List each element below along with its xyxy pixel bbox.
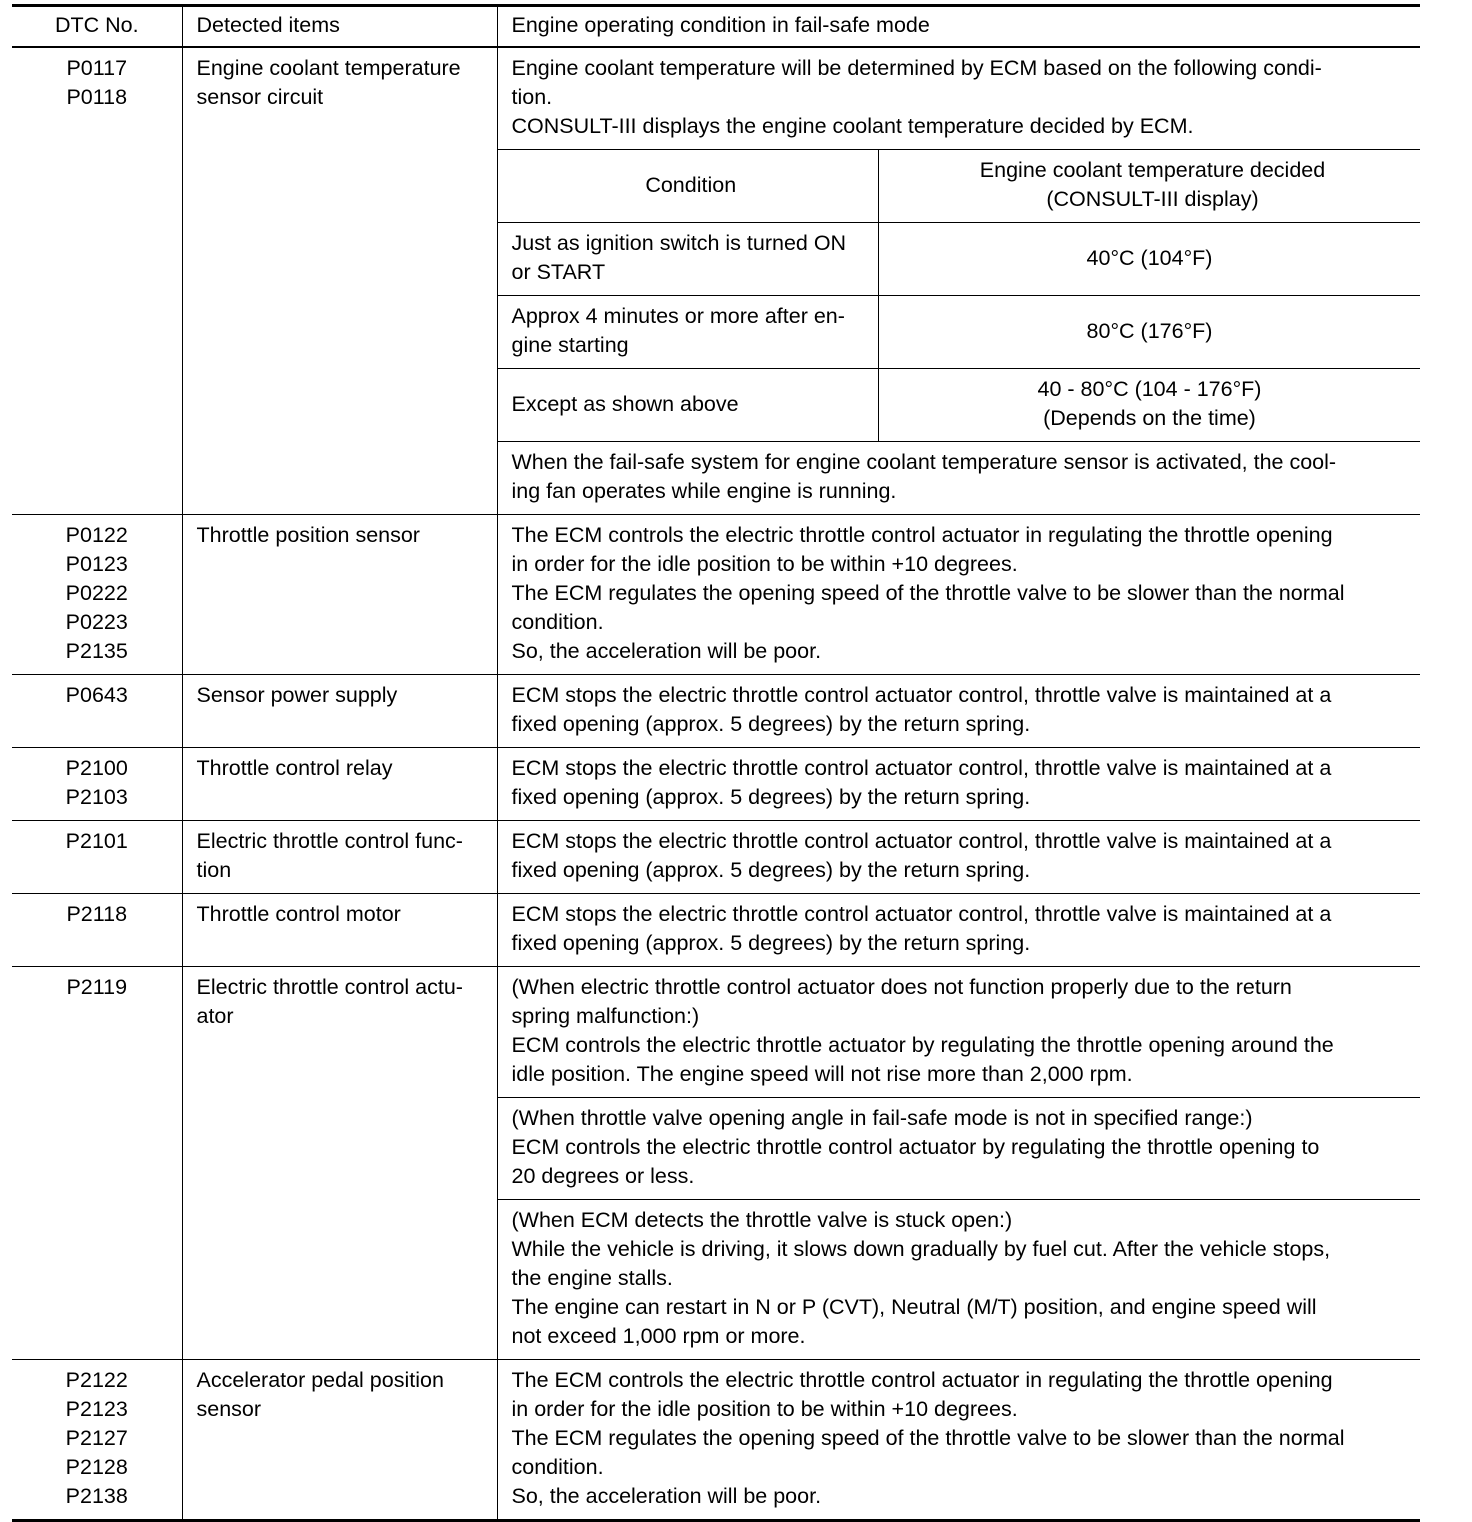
dtc-cell	[12, 47, 182, 515]
condition-text: (When throttle valve opening angle in fail-safe mode is not in specified range:)	[511, 1106, 1253, 1130]
dtc-cell	[12, 515, 182, 675]
detected-item-cell	[182, 675, 497, 748]
dtc-code: P0117	[66, 56, 128, 80]
subtable-header-condition	[498, 150, 879, 223]
condition-cell	[497, 967, 1420, 1360]
detected-item-text: Electric throttle control func-	[196, 829, 463, 853]
condition-text: ECM stops the electric throttle control actuator control, throttle valve is maintained at a	[511, 902, 1332, 926]
dtc-cell	[12, 1360, 182, 1521]
fail-safe-table	[12, 4, 1420, 1522]
detected-item-text: Throttle control relay	[196, 756, 393, 780]
dtc-code: P2127	[65, 1426, 128, 1450]
dtc-code: P2100	[65, 756, 128, 780]
table-row	[12, 821, 1420, 894]
dtc-code: P2128	[65, 1455, 128, 1479]
dtc-code: P2103	[65, 785, 128, 809]
table-row	[12, 675, 1420, 748]
dtc-cell	[12, 967, 182, 1360]
dtc-code: P2122	[65, 1368, 128, 1392]
dtc-code: P2135	[65, 639, 128, 663]
detected-item-cell	[182, 47, 497, 515]
condition-text: tion.	[511, 85, 553, 109]
dtc-code: P2119	[66, 975, 128, 999]
detected-item-cell	[182, 748, 497, 821]
subtable-condition-text: gine starting	[511, 333, 629, 357]
detected-item-text: tion	[196, 858, 232, 882]
condition-text: ECM stops the electric throttle control actuator control, throttle valve is maintained at a	[511, 829, 1332, 853]
condition-sub-block	[498, 1200, 1421, 1359]
subtable-row	[498, 296, 1421, 369]
subtable-header-row	[498, 150, 1421, 223]
header-detected-items: Detected items	[182, 6, 497, 48]
dtc-cell	[12, 675, 182, 748]
subtable-temperature-text: 40°C (104°F)	[1086, 245, 1213, 270]
condition-text: 20 degrees or less.	[511, 1164, 695, 1188]
condition-text: condition.	[511, 610, 604, 634]
condition-cell	[497, 1360, 1420, 1521]
condition-text: The ECM controls the electric throttle control actuator in regulating the throttle opening	[511, 523, 1333, 547]
condition-text: not exceed 1,000 rpm or more.	[511, 1324, 806, 1348]
condition-cell	[497, 515, 1420, 675]
table-row	[12, 515, 1420, 675]
coolant-temperature-subtable	[498, 150, 1421, 442]
detected-item-cell	[182, 515, 497, 675]
subtable-condition-text: or START	[511, 260, 606, 284]
condition-note	[498, 442, 1421, 514]
condition-text: ECM stops the electric throttle control actuator control, throttle valve is maintained at a	[511, 683, 1332, 707]
table-row	[12, 1360, 1420, 1521]
condition-text: When the fail-safe system for engine coolant temperature sensor is activated, the cool-	[511, 450, 1337, 474]
condition-text: fixed opening (approx. 5 degrees) by the return spring.	[511, 712, 1031, 736]
subtable-temperature-cell	[879, 223, 1421, 296]
detected-item-text: sensor circuit	[196, 85, 324, 109]
subtable-header-temperature	[879, 150, 1421, 223]
subtable-row	[498, 223, 1421, 296]
subtable-header-text: (CONSULT-III display)	[1046, 187, 1259, 211]
table-row	[12, 47, 1420, 515]
dtc-cell	[12, 894, 182, 967]
condition-text: ECM controls the electric throttle actuator by regulating the throttle opening around the	[511, 1033, 1334, 1057]
dtc-code: P0118	[66, 85, 128, 109]
condition-sub-block	[498, 1098, 1421, 1200]
condition-intro	[498, 48, 1421, 150]
dtc-code: P2138	[65, 1484, 128, 1508]
subtable-temperature-text: 40 - 80°C (104 - 176°F)	[1037, 377, 1262, 401]
detected-item-text: Sensor power supply	[196, 683, 398, 707]
table-row	[12, 967, 1420, 1360]
subtable-condition-cell	[498, 369, 879, 442]
dtc-code: P0222	[65, 581, 128, 605]
subtable-header-text: Condition	[645, 172, 737, 197]
detected-item-text: sensor	[196, 1397, 262, 1421]
detected-item-text: Throttle position sensor	[196, 523, 420, 547]
header-operating-condition: Engine operating condition in fail-safe mode	[497, 6, 1420, 48]
condition-text: ECM controls the electric throttle control actuator by regulating the throttle opening to	[511, 1135, 1320, 1159]
subtable-temperature-text: (Depends on the time)	[1043, 406, 1256, 430]
condition-cell	[497, 821, 1420, 894]
condition-text: idle position. The engine speed will not rise more than 2,000 rpm.	[511, 1062, 1133, 1086]
detected-item-text: Electric throttle control actu-	[196, 975, 463, 999]
table-row	[12, 748, 1420, 821]
condition-text: CONSULT-III displays the engine coolant temperature decided by ECM.	[511, 114, 1194, 138]
subtable-condition-cell	[498, 223, 879, 296]
dtc-code: P2123	[65, 1397, 128, 1421]
subtable-temperature-text: 80°C (176°F)	[1086, 318, 1213, 343]
fail-safe-document	[12, 4, 1420, 1522]
dtc-code: P0643	[65, 683, 128, 707]
dtc-code: P0122	[65, 523, 128, 547]
detected-item-text: ator	[196, 1004, 234, 1028]
condition-text: fixed opening (approx. 5 degrees) by the return spring.	[511, 858, 1031, 882]
detected-item-cell	[182, 1360, 497, 1521]
condition-text: in order for the idle position to be within +10 degrees.	[511, 1397, 1018, 1421]
subtable-condition-text: Just as ignition switch is turned ON	[511, 231, 847, 255]
subtable-row	[498, 369, 1421, 442]
condition-sub-block	[498, 967, 1421, 1098]
condition-text: ing fan operates while engine is running.	[511, 479, 897, 503]
condition-text: The ECM regulates the opening speed of the throttle valve to be slower than the normal	[511, 581, 1345, 605]
condition-text: ECM stops the electric throttle control actuator control, throttle valve is maintained at a	[511, 756, 1332, 780]
condition-text: Engine coolant temperature will be determined by ECM based on the following condi-	[511, 56, 1322, 80]
detected-item-cell	[182, 821, 497, 894]
subtable-temperature-cell	[879, 296, 1421, 369]
table-row	[12, 894, 1420, 967]
detected-item-text: Accelerator pedal position	[196, 1368, 444, 1392]
condition-text: While the vehicle is driving, it slows down gradually by fuel cut. After the vehicle stops,	[511, 1237, 1331, 1261]
table-header-row	[12, 6, 1420, 48]
condition-cell	[497, 47, 1420, 515]
condition-text: (When ECM detects the throttle valve is stuck open:)	[511, 1208, 1013, 1232]
subtable-condition-text: Except as shown above	[511, 391, 739, 416]
dtc-code: P0223	[65, 610, 128, 634]
condition-text: The ECM controls the electric throttle control actuator in regulating the throttle opening	[511, 1368, 1333, 1392]
condition-text: condition.	[511, 1455, 604, 1479]
condition-text: in order for the idle position to be within +10 degrees.	[511, 552, 1018, 576]
condition-cell	[497, 675, 1420, 748]
dtc-code: P0123	[65, 552, 128, 576]
dtc-cell	[12, 748, 182, 821]
condition-text: So, the acceleration will be poor.	[511, 1484, 822, 1508]
dtc-code: P2101	[65, 829, 128, 853]
condition-cell	[497, 748, 1420, 821]
subtable-temperature-cell	[879, 369, 1421, 442]
condition-text: The ECM regulates the opening speed of the throttle valve to be slower than the normal	[511, 1426, 1345, 1450]
subtable-header-text: Engine coolant temperature decided	[979, 158, 1326, 182]
condition-text: The engine can restart in N or P (CVT), Neutral (M/T) position, and engine speed will	[511, 1295, 1317, 1319]
header-dtc-no: DTC No.	[12, 6, 182, 48]
condition-text: (When electric throttle control actuator does not function properly due to the return	[511, 975, 1292, 999]
detected-item-text: Engine coolant temperature	[196, 56, 461, 80]
subtable-condition-text: Approx 4 minutes or more after en-	[511, 304, 845, 328]
dtc-cell	[12, 821, 182, 894]
dtc-code: P2118	[66, 902, 128, 926]
condition-text: fixed opening (approx. 5 degrees) by the return spring.	[511, 785, 1031, 809]
condition-text: spring malfunction:)	[511, 1004, 700, 1028]
detected-item-cell	[182, 894, 497, 967]
condition-cell	[497, 894, 1420, 967]
condition-text: the engine stalls.	[511, 1266, 673, 1290]
condition-text: fixed opening (approx. 5 degrees) by the return spring.	[511, 931, 1031, 955]
detected-item-cell	[182, 967, 497, 1360]
subtable-condition-cell	[498, 296, 879, 369]
condition-text: So, the acceleration will be poor.	[511, 639, 822, 663]
detected-item-text: Throttle control motor	[196, 902, 401, 926]
